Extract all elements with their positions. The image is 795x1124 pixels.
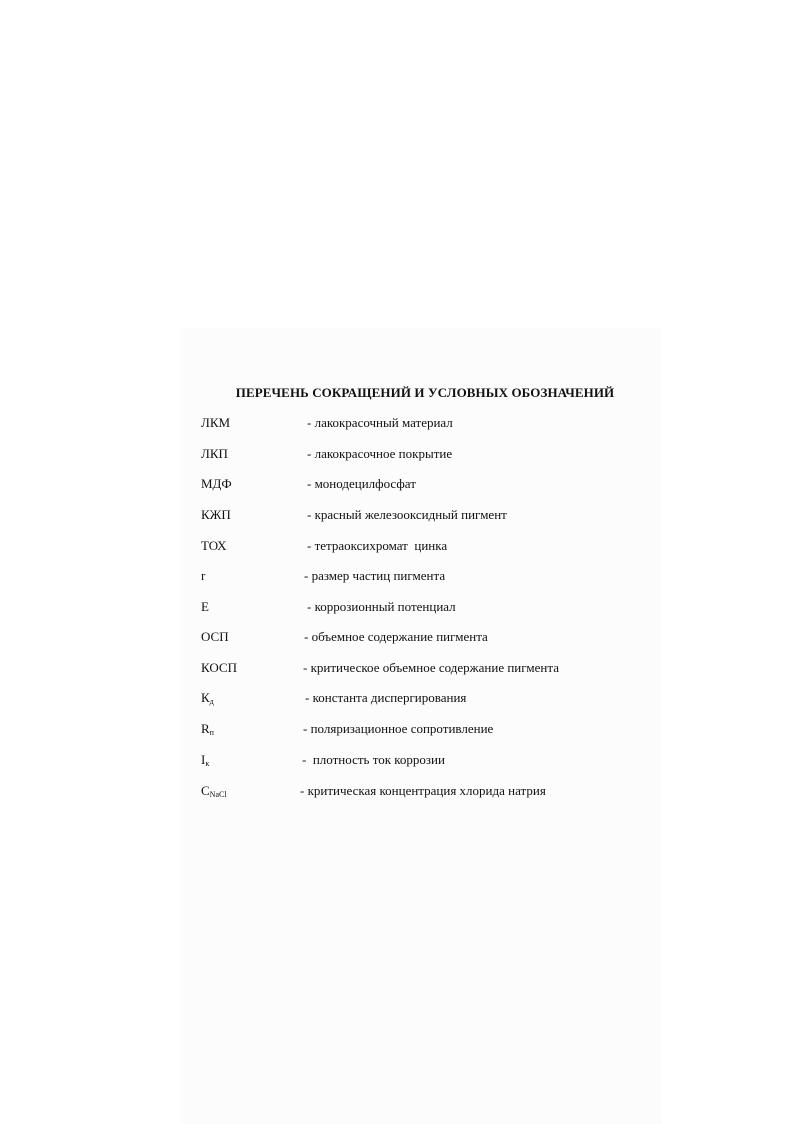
abbreviation: $К_д$ [201, 690, 214, 706]
abbreviation: ЛКП [201, 446, 228, 461]
definition: - константа диспергирования [305, 690, 467, 705]
definition: - поляризационное сопротивление [303, 721, 494, 736]
abbreviation: E [201, 599, 209, 614]
definition: - размер частиц пигмента [304, 568, 446, 583]
abbreviation: ОСП [201, 629, 229, 644]
abbreviation: ЛКМ [201, 415, 231, 430]
abbreviation: КЖП [201, 507, 231, 522]
definition: - объемное содержание пигмента [304, 629, 488, 644]
definition: - лакокрасочное покрытие [307, 446, 453, 461]
definition: - коррозионный потенциал [307, 599, 456, 614]
abbreviation: $R_п$ [201, 721, 214, 737]
definition: - критическая концентрация хлорида натрия [300, 783, 546, 798]
definition: - критическое объемное содержание пигмента [303, 660, 559, 675]
abbreviation: $I_к$ [201, 752, 210, 768]
abbreviation: КОСП [201, 660, 237, 675]
abbreviation: МДФ [201, 476, 232, 491]
abbreviation: ТОХ [201, 538, 227, 553]
page-title: ПЕРЕЧЕНЬ СОКРАЩЕНИЙ И УСЛОВНЫХ ОБОЗНАЧЕНИЙ [235, 385, 615, 400]
abbreviation: r [201, 568, 206, 583]
definition: - тетраоксихромат цинка [307, 538, 448, 553]
definition: - красный железооксидный пигмент [307, 507, 507, 522]
definition: - лакокрасочный материал [307, 415, 453, 430]
abbreviation: $C_{NaCl}$ [201, 783, 227, 799]
definition: - плотность ток коррозии [302, 752, 445, 767]
definition: - монодецилфосфат [307, 476, 416, 491]
